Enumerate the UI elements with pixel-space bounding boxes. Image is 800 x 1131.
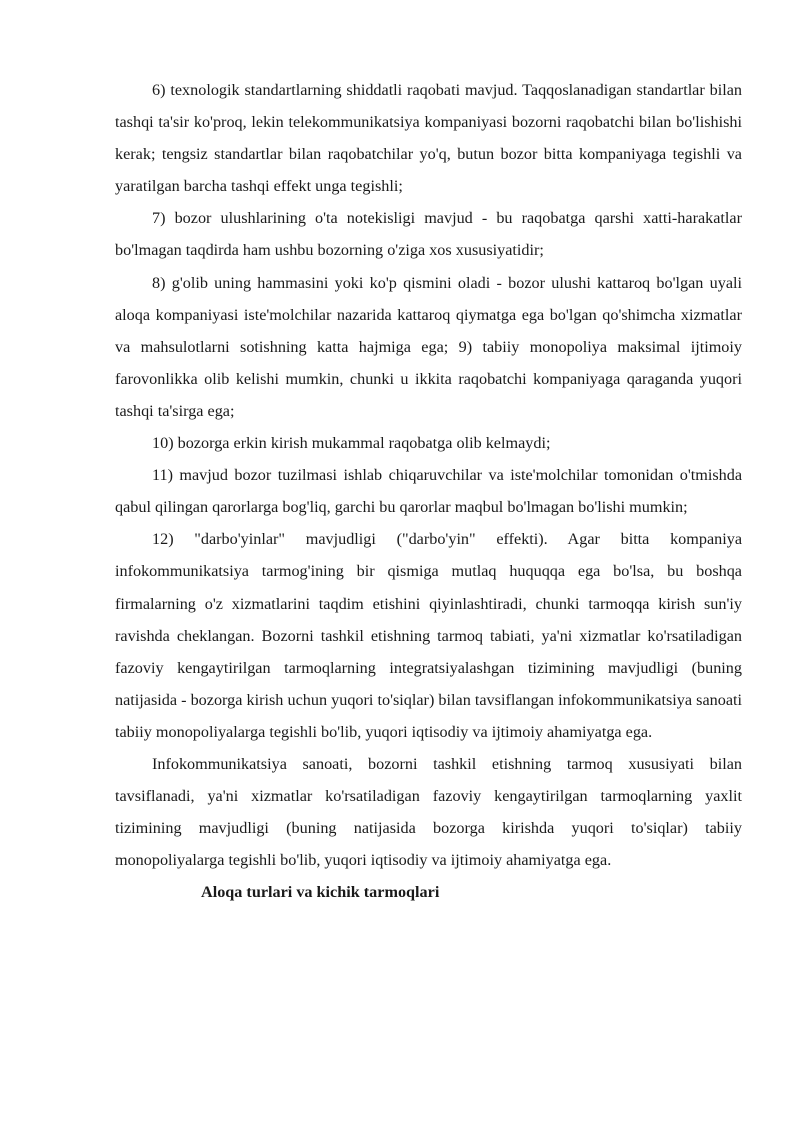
paragraph-item-11: 11) mavjud bozor tuzilmasi ishlab chiqaruvchilar va iste'molchilar tomonidan o'tmishda qabul qilingan qarorlarga bog'liq, garchi bu qarorlar maqbul bo'lmagan bo'lishi mumkin; <box>115 466 742 517</box>
paragraph-item-6: 6) texnologik standartlarning shiddatli raqobati mavjud. Taqqoslanadigan standartlar bilan tashqi ta'sir ko'proq, lekin telekommunikatsiya kompaniyasi bozorni raqobatchi bilan bo'lishishi kerak; tengsiz standartlar bilan raqobatchilar yo'q, butun bozor bitta kompaniyaga tegishli va yaratilgan barcha tashqi effekt unga tegishli; <box>115 81 742 196</box>
section-heading: Aloqa turlari va kichik tarmoqlari <box>201 883 440 902</box>
paragraph-item-7: 7) bozor ulushlarining o'ta notekisligi mavjud - bu raqobatga qarshi xatti-harakatlar bo'lmagan taqdirda ham ushbu bozorning o'ziga xos xususiyatidir; <box>115 209 742 260</box>
paragraph-infokommunikatsiya: Infokommunikatsiya sanoati, bozorni tashkil etishning tarmoq xususiyati bilan tavsiflanadi, ya'ni xizmatlar ko'rsatiladigan fazoviy kengaytirilgan tarmoqlarning yaxlit tizimining mavjudligi (buning natijasida bozorga kirishda yuqori to'siqlar) tabiiy monopoliyalarga tegishli bo'lib, yuqori iqtisodiy va ijtimoiy ahamiyatga ega. <box>115 754 742 870</box>
paragraph-item-12: 12) "darbo'yinlar" mavjudligi ("darbo'yin" effekti). Agar bitta kompaniya infokommunikatsiya tarmog'ining bir qismiga mutlaq huquqqa ega bo'lsa, bu boshqa firmalarning o'z xizmatlarini taqdim etishini qiyinlashtiradi, chunki tarmoqqa kirish sun'iy ravishda cheklangan. Bozorni tashkil etishning tarmoq tabiati, ya'ni xizmatlar ko'rsatiladigan fazoviy kengaytirilgan tarmoqlarning integratsiyalashgan tizimining mavjudligi (buning natijasida - bozorga kirish uchun yuqori to'siqlar) bilan tavsiflangan infokommunikatsiya sanoati tabiiy monopoliyalarga tegishli bo'lib, yuqori iqtisodiy va ijtimoiy ahamiyatga ega. <box>115 530 742 741</box>
document-page <box>115 74 742 908</box>
paragraph-item-10: 10) bozorga erkin kirish mukammal raqobatga olib kelmaydi; <box>152 434 551 453</box>
paragraph-item-8-9: 8) g'olib uning hammasini yoki ko'p qismini oladi - bozor ulushi kattaroq bo'lgan uyali aloqa kompaniyasi iste'molchilar nazarida kattaroq qiymatga ega bo'lgan qo'shimcha xizmatlar va mahsulotlarni sotishning katta hajmiga ega; 9) tabiiy monopoliya maksimal ijtimoiy farovonlikka olib kelishi mumkin, chunki u ikkita raqobatchi kompaniyaga qaraganda yuqori tashqi ta'sirga ega; <box>115 273 742 420</box>
